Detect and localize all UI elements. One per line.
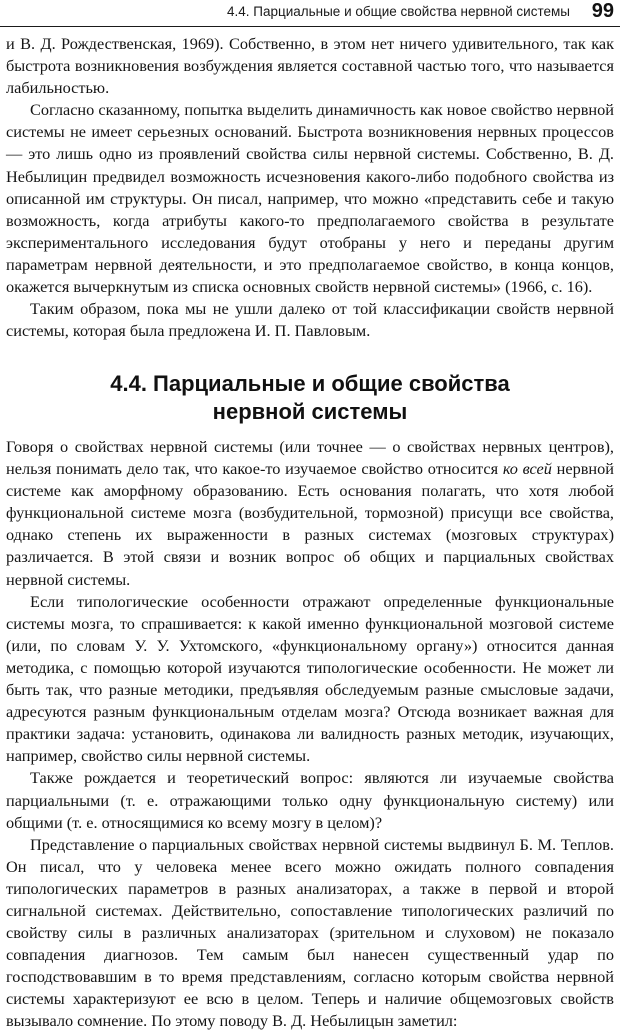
paragraph: Если типологические особенности отражают определенные функциональные системы мозга, то спрашивается: к какой именно функциональной мозговой системе (или, по словам У. У. Ухтомского, «функциональному органу») относится данная методика, с помощью которой изучаются типологические особенности. Не может ли быть так, что разные методики, предъявляя обследуемым разные смысловые задачи, адресуются разным функциональным отделам мозга? Отсюда возникает важная для практики задача: установить, одинакова ли валидность разных методик, изучающих, например, свойство силы нервной системы. — [6, 591, 614, 766]
paragraph: Таким образом, пока мы не ушли далеко от той классификации свойств нервной системы, которая была предложена И. П. Павловым. — [6, 299, 614, 341]
paragraph: и В. Д. Рождественская, 1969). Собственно, в этом нет ничего удивительного, так как быстрота возникновения возбуждения является составной частью того, что называется лабильностью. — [6, 34, 614, 98]
text-block-top — [6, 33, 614, 342]
paragraph — [6, 436, 614, 591]
section-heading-line: нервной системы — [212, 399, 408, 424]
running-header — [0, 0, 620, 27]
paragraph: Также рождается и теоретический вопрос: являются ли изучаемые свойства парциальными (т. е. отражающими только одну функциональную систему) или общими (т. е. относящимися ко всему мозгу в целом)? — [6, 768, 614, 832]
section-heading — [6, 370, 614, 426]
page-number: 99 — [591, 0, 614, 22]
paragraph-text: нервной системе как аморфному образованию. Есть основания полагать, что хотя любой функциональной системе мозга (возбудительной, тормозной) присущи все свойства, однако степень их выраженности в разных системах (мозговых структурах) различается. В этой связи и возник вопрос об общих и парциальных свойствах нервной системы. — [6, 459, 614, 589]
section-heading-line: 4.4. Парциальные и общие свойства — [110, 371, 510, 396]
paragraph: Представление о парциальных свойствах нервной системы выдвинул Б. М. Теплов. Он писал, что у человека менее всего можно ожидать полного совпадения типологических параметров в разных анализаторах, а также в первой и второй сигнальной системах. Действительно, сопоставление типологических различий по свойству силы в различных анализаторах (зрительном и слуховом) не показало совпадения диагнозов. Тем самым был нанесен существенный удар по господствовавшим в то время представлениям, согласно которым свойства нервной системы характеризуют ее всю в целом. Теперь и наличие общемозговых свойств вызывало сомнение. По этому поводу В. Д. Небылицын заметил: — [6, 834, 614, 1031]
running-title: 4.4. Парциальные и общие свойства нервной системы — [226, 4, 570, 19]
text-block-section — [6, 436, 614, 1033]
emphasis: ко всей — [502, 459, 552, 479]
paragraph-text: Говоря о свойствах нервной системы (или точнее — о свойствах нервных центров), нельзя понимать дело так, что какое-то изучаемое свойство относится — [6, 437, 614, 479]
paragraph: Согласно сказанному, попытка выделить динамичность как новое свойство нервной системы не имеет серьезных оснований. Быстрота возникновения нервных процессов — это лишь одно из проявлений свойства силы нервной системы. Собственно, В. Д. Небылицин предвидел возможность исчезновения какого-либо подобного свойства из описанной им структуры. Он писал, например, что можно «представить себе и такую возможность, когда атрибуты какого-то предполагаемого свойства в результате экспериментального исследования будут отобраны у него и переданы другим параметрам нервной деятельности, и это предполагаемое свойство, в конца концов, окажется вычеркнутым из списка основных свойств нервной системы» (1966, с. 16). — [6, 100, 614, 297]
